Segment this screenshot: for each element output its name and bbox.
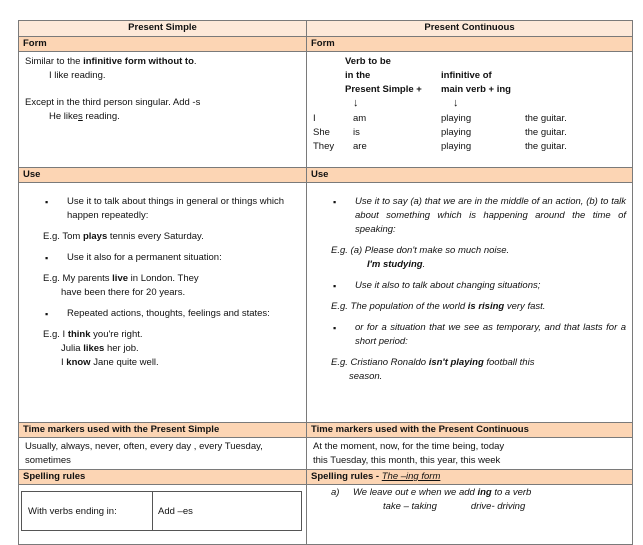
verb-am: am bbox=[353, 113, 367, 124]
time-markers-left: Usually, always, never, often, every day , every Tuesday, sometimes bbox=[19, 438, 307, 470]
use-cont-example-1: E.g. (a) Please don't make so much noise. bbox=[331, 245, 510, 256]
header-present-continuous: Present Continuous bbox=[307, 21, 633, 37]
header-present-simple: Present Simple bbox=[19, 21, 307, 37]
time-markers-label-right: Time markers used with the Present Continuous bbox=[307, 423, 633, 438]
main-verb-ing-label: main verb + ing bbox=[441, 84, 511, 95]
time-markers-label-left: Time markers used with the Present Simple bbox=[19, 423, 307, 438]
ing-form-link[interactable]: The –ing form bbox=[381, 471, 441, 482]
form-rule-1: Similar to the infinitive form without to. bbox=[25, 56, 197, 67]
form-label-right: Form bbox=[307, 37, 633, 52]
subject-i: I bbox=[313, 113, 316, 124]
use-cont-bullet-1: ▪ Use it to say (a) that we are in the middle of an action, (b) to talk about something which is happening around the time of speaking: bbox=[313, 195, 626, 237]
use-example-1: E.g. Tom plays tennis every Saturday. bbox=[43, 231, 204, 242]
spelling-right-cell bbox=[307, 485, 633, 545]
use-label-row bbox=[19, 168, 633, 183]
use-label-right: Use bbox=[307, 168, 633, 183]
playing-3: playing bbox=[441, 141, 472, 152]
arrow-down-icon: ↓ bbox=[353, 97, 359, 109]
comparison-table bbox=[18, 20, 633, 545]
spelling-row bbox=[19, 485, 633, 545]
verb-is: is bbox=[353, 127, 360, 138]
use-example-3-line3: I know Jane quite well. bbox=[61, 357, 159, 368]
playing-1: playing bbox=[441, 113, 472, 124]
use-label-left: Use bbox=[19, 168, 307, 183]
playing-2: playing bbox=[441, 127, 472, 138]
add-es-label: Add –es bbox=[158, 506, 193, 517]
time-markers-right bbox=[307, 438, 633, 470]
verbs-ending-label: With verbs ending in: bbox=[28, 506, 117, 517]
use-left-cell bbox=[19, 183, 307, 423]
infinitive-of-label: infinitive of bbox=[441, 70, 492, 81]
form-row bbox=[19, 52, 633, 168]
use-example-2-line2: have been there for 20 years. bbox=[61, 287, 186, 298]
spelling-label-right: Spelling rules - The –ing form bbox=[307, 470, 633, 485]
use-cont-example-3-line2: season. bbox=[349, 371, 383, 382]
spelling-label-left: Spelling rules bbox=[19, 470, 307, 485]
use-bullet-1: ▪ Use it to talk about things in general or things which happen repeatedly: bbox=[25, 195, 300, 223]
use-cont-bullet-2: ▪ Use it also to talk about changing situations; bbox=[313, 279, 626, 293]
form-label-left: Form bbox=[19, 37, 307, 52]
header-row bbox=[19, 21, 633, 37]
use-example-2: E.g. My parents live in London. They bbox=[43, 273, 199, 284]
subject-they: They bbox=[313, 141, 335, 152]
time-markers-right-line1: At the moment, now, for the time being, today bbox=[313, 441, 505, 452]
time-markers-label-row bbox=[19, 423, 633, 438]
spelling-inner-table bbox=[21, 491, 302, 531]
use-example-3-line2: Julia likes her job. bbox=[61, 343, 139, 354]
use-right-cell bbox=[307, 183, 633, 423]
use-example-3: E.g. I think you're right. bbox=[43, 329, 143, 340]
use-cont-example-3: E.g. Cristiano Ronaldo isn't playing football this bbox=[331, 357, 535, 368]
form-rule-2: Except in the third person singular. Add -s bbox=[25, 97, 201, 108]
use-cont-bullet-3: ▪ or for a situation that we see as temporary, and that lasts for a short period: bbox=[313, 321, 626, 349]
form-left-cell bbox=[19, 52, 307, 168]
in-the-label: in the bbox=[345, 70, 371, 81]
arrow-down-icon: ↓ bbox=[453, 97, 459, 109]
use-cont-example-1-line2: I'm studying. bbox=[367, 259, 426, 270]
use-bullet-3: ▪ Repeated actions, thoughts, feelings and states: bbox=[25, 307, 300, 321]
use-cont-example-2: E.g. The population of the world is rising very fast. bbox=[331, 301, 546, 312]
form-right-cell bbox=[307, 52, 633, 168]
form-example-2: He likes reading. bbox=[49, 111, 120, 122]
spelling-label-row bbox=[19, 470, 633, 485]
spelling-left-cell bbox=[19, 485, 307, 545]
use-row bbox=[19, 183, 633, 423]
use-bullet-2: ▪ Use it also for a permanent situation: bbox=[25, 251, 300, 265]
time-markers-row bbox=[19, 438, 633, 470]
form-label-row bbox=[19, 37, 633, 52]
guitar-2: the guitar. bbox=[525, 127, 567, 138]
form-example-1: I like reading. bbox=[49, 70, 106, 81]
verb-are: are bbox=[353, 141, 367, 152]
present-simple-plus-label: Present Simple + bbox=[345, 84, 422, 95]
time-markers-right-line2: this Tuesday, this month, this year, this week bbox=[313, 455, 501, 466]
grammar-table bbox=[18, 20, 632, 545]
spelling-rule-a-examples: take – taking drive- driving bbox=[383, 501, 526, 512]
verb-to-be-label: Verb to be bbox=[345, 56, 391, 67]
subject-she: She bbox=[313, 127, 330, 138]
spelling-rule-a: a) We leave out e when we add ing to a verb bbox=[331, 487, 532, 498]
guitar-3: the guitar. bbox=[525, 141, 567, 152]
guitar-1: the guitar. bbox=[525, 113, 567, 124]
